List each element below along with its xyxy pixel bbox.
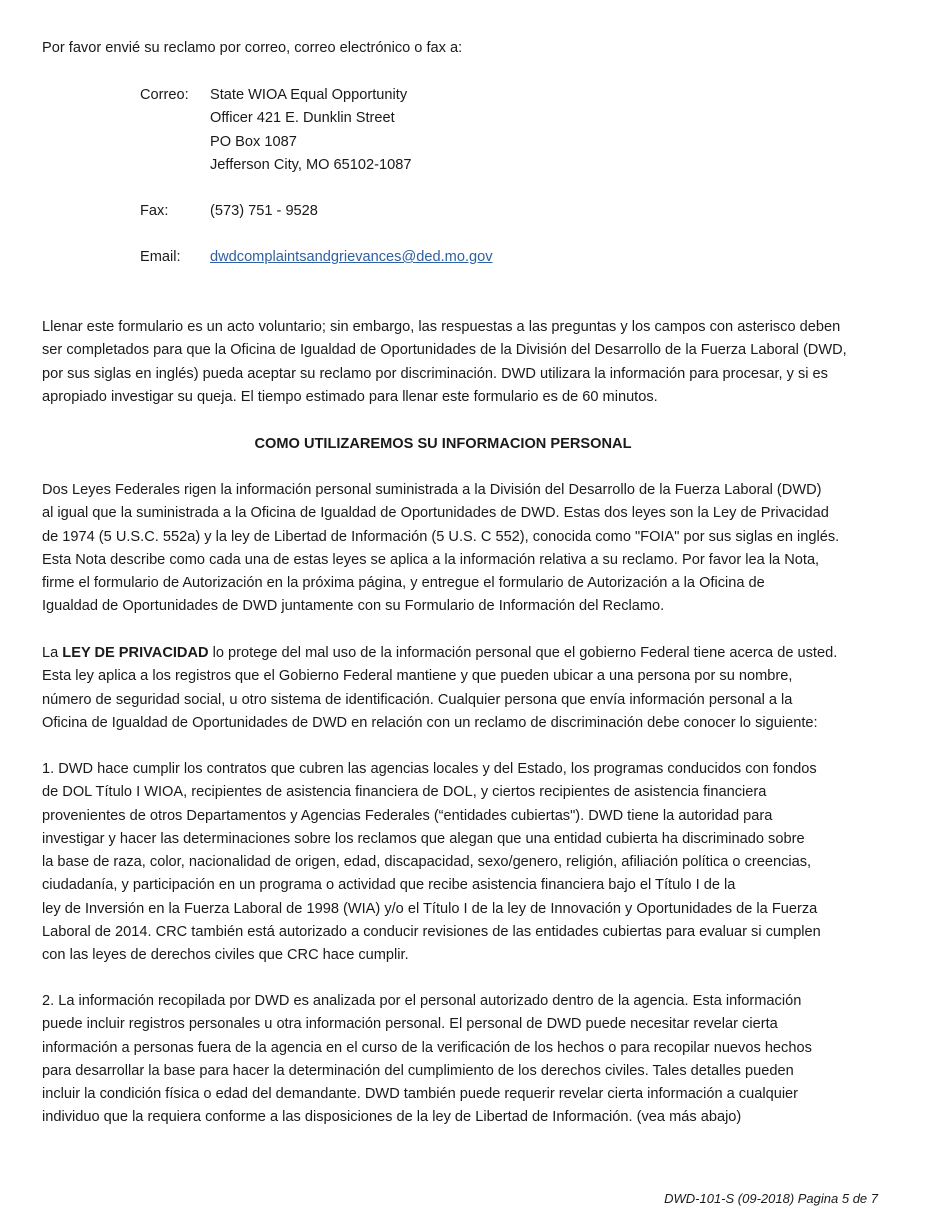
paragraph-line: Igualdad de Oportunidades de DWD juntamente con su Formulario de Información del Reclamo. <box>42 598 665 615</box>
privacy-rest: lo protege del mal uso de la información personal que el gobierno Federal tiene acerca de usted. <box>208 645 838 661</box>
paragraph-line: ley de Inversión en la Fuerza Laboral de 1998 (WIA) y/o el Título I de la ley de Innovación y Oportunidades de la Fuerza <box>42 900 818 917</box>
mail-line: PO Box 1087 <box>210 133 297 150</box>
paragraph-line: ciudadanía, y participación en un programa o actividad que recibe asistencia financiera bajo el Título I de la <box>42 877 736 894</box>
federal-laws-paragraph <box>42 479 902 619</box>
paragraph-line: Oficina de Igualdad de Oportunidades de DWD en relación con un reclamo de discriminación debe conocer lo siguiente: <box>42 714 818 731</box>
paragraph-line: Llenar este formulario es un acto voluntario; sin embargo, las respuestas a las preguntas y los campos con asterisco deben <box>42 319 841 335</box>
section-heading: COMO UTILIZAREMOS SU INFORMACION PERSONAL <box>254 436 632 452</box>
paragraph-line: Laboral de 2014. CRC también está autorizado a conducir revisiones de las entidades cubiertas para evaluar si cumplen <box>42 924 821 941</box>
privacy-paragraph <box>42 642 902 735</box>
paragraph-line: puede incluir registros personales u otra información personal. El personal de DWD puede necesitar revelar cierta <box>42 1016 778 1033</box>
paragraph-line: Esta Nota describe como cada una de estas leyes se aplica a la información relativa a su reclamo. Por favor lea la Nota, <box>42 551 820 568</box>
paragraph-line: al igual que la suministrada a la Oficina de Igualdad de Oportunidades de DWD. Estas dos leyes son la Ley de Privacidad <box>42 505 829 522</box>
mail-line: Jefferson City, MO 65102-1087 <box>210 156 412 173</box>
paragraph-line: la base de raza, color, nacionalidad de origen, edad, discapacidad, sexo/genero, religión, afiliación política o creencias, <box>42 854 812 871</box>
paragraph-line: con las leyes de derechos civiles que CRC hace cumplir. <box>42 947 409 964</box>
numbered-item-1 <box>42 758 902 968</box>
paragraph-line: apropiado investigar su queja. El tiempo estimado para llenar este formulario es de 60 minutos. <box>42 388 658 405</box>
paragraph-line: provenientes de otros Departamentos y Agencias Federales (“entidades cubiertas"). DWD tiene la autoridad para <box>42 807 773 824</box>
page-footer: DWD-101-S (09-2018) Pagina 5 de 7 <box>664 1191 878 1206</box>
email-label: Email: <box>140 249 181 265</box>
intro-text: Por favor envié su reclamo por correo, correo electrónico o fax a: <box>42 40 463 56</box>
mail-line: Officer 421 E. Dunklin Street <box>210 110 395 127</box>
fax-number: (573) 751 - 9528 <box>210 203 318 219</box>
paragraph-line: 1. DWD hace cumplir los contratos que cubren las agencias locales y del Estado, los programas conducidos con fondos <box>42 761 817 777</box>
paragraph-line: número de seguridad social, u otro sistema de identificación. Cualquier persona que envía información personal a la <box>42 691 793 708</box>
paragraph-line: Esta ley aplica a los registros que el Gobierno Federal mantiene y que pueden ubicar a una persona por su nombre, <box>42 668 793 685</box>
fax-label: Fax: <box>140 203 169 219</box>
voluntary-paragraph <box>42 316 902 409</box>
paragraph-line <box>42 642 902 665</box>
privacy-lead: La <box>42 645 63 661</box>
email-link[interactable]: dwdcomplaintsandgrievances@ded.mo.gov <box>210 249 493 265</box>
paragraph-line: firme el formulario de Autorización en la próxima página, y entregue el formulario de Autorización a la Oficina de <box>42 575 765 592</box>
numbered-item-2 <box>42 990 902 1130</box>
paragraph-line: de 1974 (5 U.S.C. 552a) y la ley de Libertad de Información (5 U.S. C 552), conocida como "FOIA" por sus siglas en inglés. <box>42 528 840 545</box>
paragraph-line: incluir la condición física o edad del demandante. DWD también puede requerir revelar cierta información a cualquier <box>42 1086 799 1103</box>
paragraph-line: para desarrollar la base para hacer la determinación del cumplimiento de los derechos civiles. Tales detalles pueden <box>42 1062 794 1079</box>
paragraph-line: investigar y hacer las determinaciones sobre los reclamos que alegan que una entidad cubierta ha discriminado sobre <box>42 830 805 847</box>
mail-address <box>210 84 411 177</box>
paragraph-line: por sus siglas en inglés) pueda aceptar su reclamo por discriminación. DWD utilizara la información para procesar, y si es <box>42 365 828 382</box>
mail-label: Correo: <box>140 87 189 103</box>
paragraph-line: 2. La información recopilada por DWD es analizada por el personal autorizado dentro de la agencia. Esta información <box>42 993 802 1009</box>
paragraph-line: información a personas fuera de la agencia en el curso de la verificación de los hechos o para recopilar nuevos hechos <box>42 1039 812 1056</box>
paragraph-line: individuo que la requiera conforme a las disposiciones de la ley de Libertad de Información. (vea más abajo) <box>42 1109 742 1126</box>
mail-line: State WIOA Equal Opportunity <box>210 87 408 103</box>
paragraph-line: Dos Leyes Federales rigen la información personal suministrada a la División del Desarrollo de la Fuerza Laboral (DWD) <box>42 482 822 498</box>
privacy-act-name: LEY DE PRIVACIDAD <box>62 645 209 661</box>
paragraph-line: de DOL Título I WIOA, recipientes de asistencia financiera de DOL, y ciertos recipientes de asistencia financiera <box>42 784 767 801</box>
paragraph-line: ser completados para que la Oficina de Igualdad de Oportunidades de la División del Desarrollo de la Fuerza Laboral (DWD, <box>42 342 847 359</box>
